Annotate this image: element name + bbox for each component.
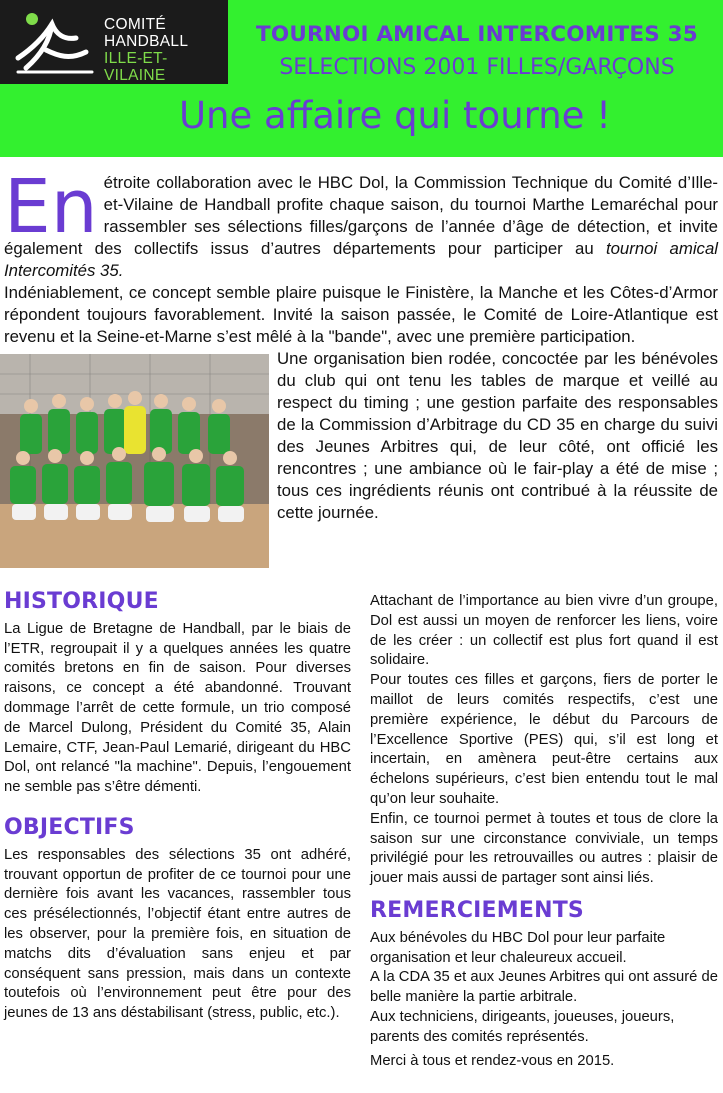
objectifs-heading: OBJECTIFS [4, 814, 135, 840]
intro-p1-italic: tournoi amical Intercomités 35. [4, 239, 718, 280]
headline: Une affaire qui tourne ! [178, 94, 612, 137]
remerciements-line-4: Merci à tous et rendez-vous en 2015. [370, 1052, 615, 1069]
logo-line-2: HANDBALL [104, 33, 189, 50]
remerciements-heading: REMERCIEMENTS [370, 897, 584, 923]
handball-player-icon [12, 10, 98, 76]
event-subtitle: SELECTIONS 2001 FILLES/GARÇONS [279, 55, 675, 80]
logo-line-3: ILLE-ET-VILAINE [104, 50, 168, 84]
remerciements-line-2: A la CDA 35 et aux Jeunes Arbitres qui ont assuré de belle manière la partie arbitrale. [370, 969, 718, 1006]
event-title: TOURNOI AMICAL INTERCOMITES 35 [256, 22, 698, 47]
intro-paragraph-1 [4, 164, 718, 282]
team-photo [0, 354, 269, 568]
intro-section [4, 164, 718, 568]
intro-p1-text: étroite collaboration avec le HBC Dol, la Commission Technique du Comité d’Ille-et-Vilaine de Handball profite chaque saison, du tournoi Marthe Lemaréchal pour rassembler ses sélections filles/garçons de l’année d’âge de détection, et invite également des collectifs issus d’autres départements pour participer au [4, 173, 718, 258]
right-paragraph-2: Pour toutes ces filles et garçons, fiers de porter le maillot de leurs comités respectifs, c’est une première expérience, le début du Parcours de l’Excellence Sportive (PES) qui, s’il est long et incertain, en amènera peut-être certains aux échelons supérieurs, c’est bien entendu tout le mal qu’on leur souhaite. [370, 672, 718, 807]
remerciements-list [370, 929, 718, 1072]
drop-cap: En [4, 164, 98, 250]
left-column [4, 589, 351, 1024]
logo-text [104, 16, 228, 84]
right-paragraph-3: Enfin, ce tournoi permet à toutes et tous de clore la saison sur une circonstance conviviale, un temps privilégié pour les retrouvailles ou autres : plaisir de jouer mais aussi de partager sont ainsi liés. [370, 810, 718, 887]
objectifs-paragraph: Les responsables des sélections 35 ont adhéré, trouvant opportun de profiter de ce tournoi pour une dernière fois avant les vacances, rassembler tous ces présélectionnés, l’objectif étant entre autres de les observer, pour la première fois, en situation de matchs dits d’évaluation sans enjeu et par conséquent sans pression, mais dans un contexte toutefois où l’environnement peut être pour des jeunes de 13 ans déstabilisant (stress, public, etc.). [4, 846, 351, 1022]
intro-paragraph-3: Une organisation bien rodée, concoctée par les bénévoles du club qui ont tenu les tables de marque et veillé au respect du timing ; une gestion parfaite des responsables de la Commission d’Arbitrage du CD 35 en charge du suivi des Jeunes Arbitres qui, de leur côté, ont officié les rencontres ; une ambiance où le fair-play a été de mise ; tous ces ingrédients réunis ont contribué à la réussite de cette journée. [277, 349, 718, 522]
historique-paragraph: La Ligue de Bretagne de Handball, par le biais de l’ETR, regroupait il y a quelques années les quatre comités bretons en fin de saison. Pour diverses raisons, ce concept a été abandonné. Trouvant dommage l’arrêt de cette formule, un trio composé de Marcel Dulong, Président du Comité 35, Alain Lemaire, CTF, Jean-Paul Lemarié, dirigeant du HBC Dol, ont relancé "la machine". Depuis, l’engouement ne semble pas s’être démenti. [4, 620, 351, 796]
historique-heading: HISTORIQUE [4, 589, 159, 614]
header-banner [0, 0, 723, 157]
logo-line-1: COMITÉ [104, 16, 167, 33]
remerciements-line-3: Aux techniciens, dirigeants, joueuses, joueurs, parents des comités représentés. [370, 1008, 675, 1045]
remerciements-line-1: Aux bénévoles du HBC Dol pour leur parfaite organisation et leur chaleureux accueil. [370, 929, 666, 966]
right-paragraph-1: Attachant de l’importance au bien vivre d’un groupe, Dol est aussi un moyen de renforcer les liens, voire de les créer : un collectif est plus fort quand il est solidaire. [370, 593, 718, 669]
logo [0, 0, 228, 84]
intro-paragraph-2: Indéniablement, ce concept semble plaire puisque le Finistère, la Manche et les Côtes-d’Armor répondent toujours favorablement. Invité la saison passée, le Comité de Loire-Atlantique est revenu et la Seine-et-Marne s’est mêlé à la "bande", avec une première participation. [4, 283, 718, 346]
right-column [370, 592, 718, 1071]
